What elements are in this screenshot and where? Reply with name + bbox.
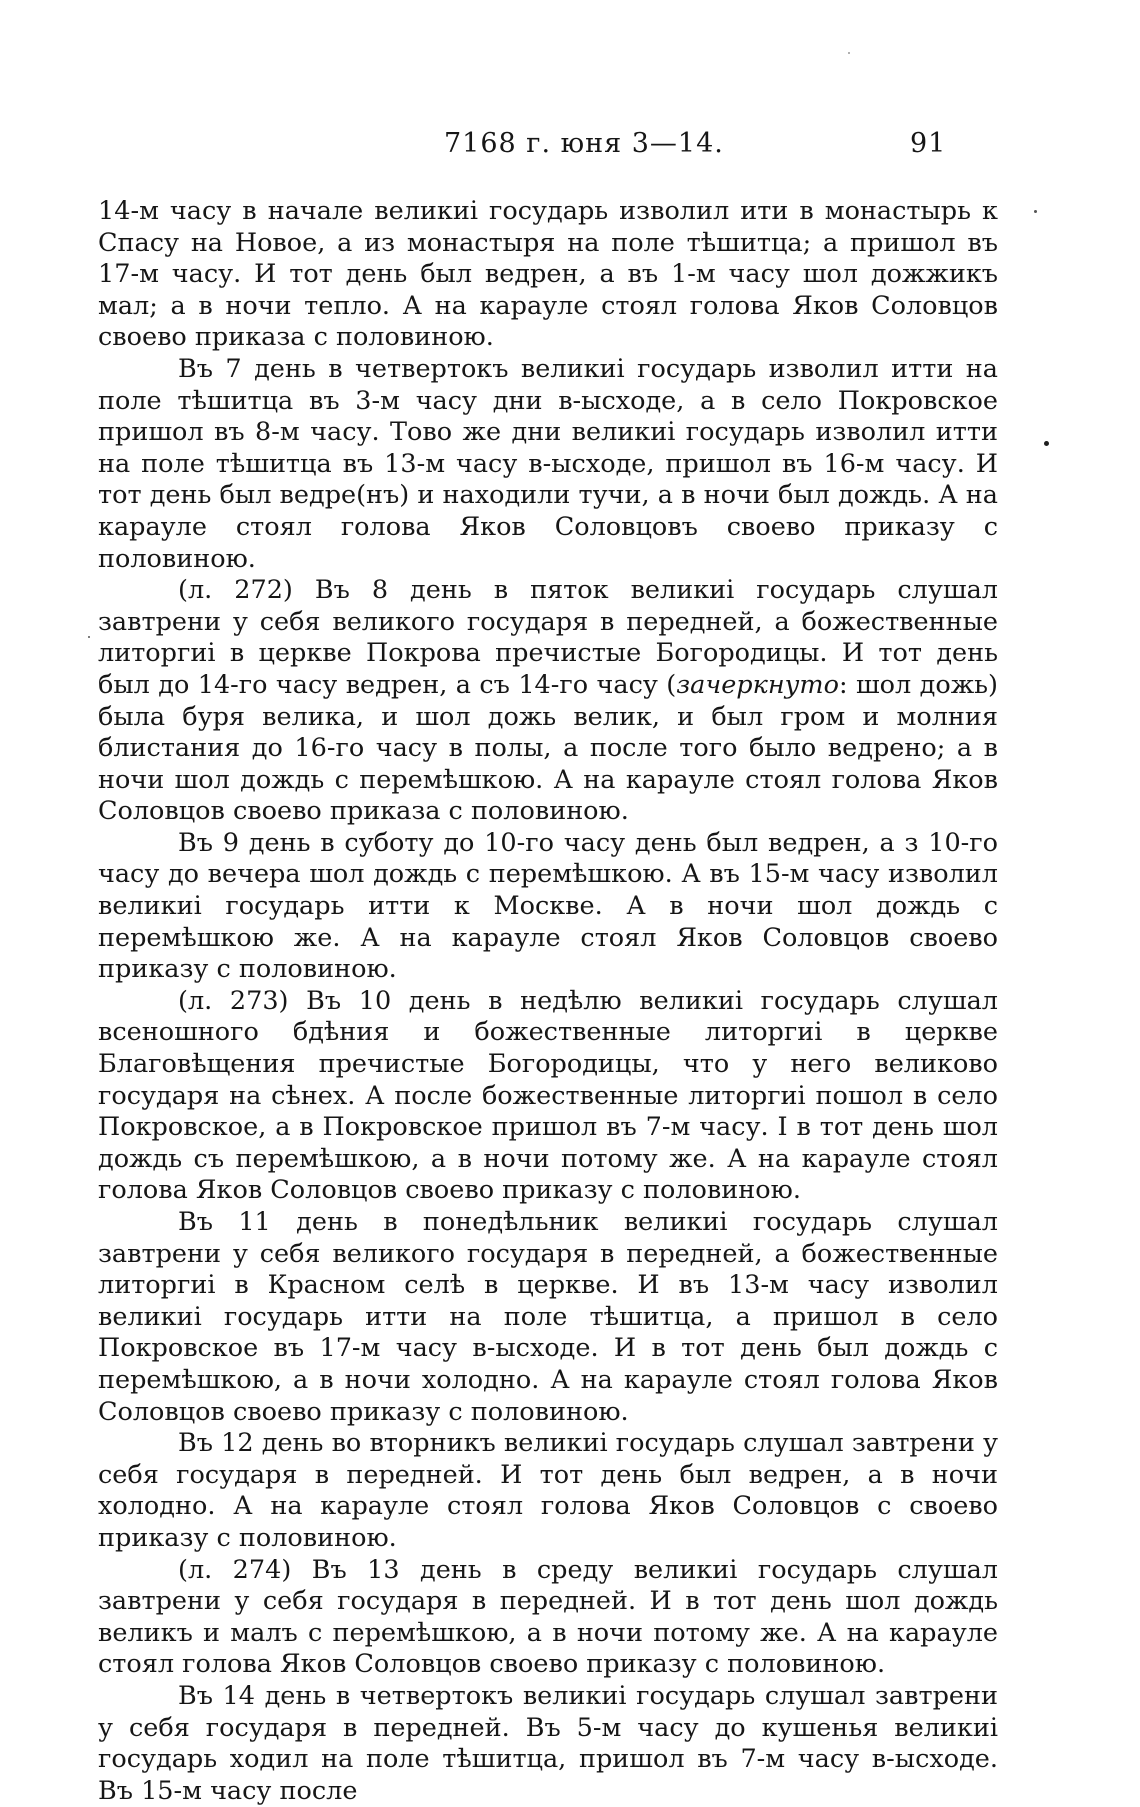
scan-speck	[1044, 441, 1049, 446]
paragraph-2: Въ 7 день в четвертокъ великиі государь изволил итти на поле тѣшитца въ 3-м часу дни в-ысходе, а в село Покровское пришол въ 8-м часу. Тово же дни великиі государь изволил итти на поле тѣшитца въ 13-м часу в-ысходе, пришол въ 16-м часу. И тот день был ведре(нъ) и находили тучи, а в ночи был дождь. А на карауле стоял голова Яков Соловцовъ своево приказу с половиною.	[98, 353, 998, 574]
paragraph-1: 14-м часу в начале великиі государь изволил ити в монастырь к Спасу на Новое, а из монастыря на поле тѣшитца; а пришол въ 17-м часу. И тот день был ведрен, а въ 1-м часу шол дожжикъ мал; а в ночи тепло. А на карауле стоял голова Яков Соловцов своево приказа с половиною.	[98, 196, 998, 353]
paragraph-3	[98, 575, 998, 828]
paragraph-6: Въ 11 день в понедѣльник великиі государь слушал завтрени у себя великого государя в передней, а божественные литоргиі в Красном селѣ в церкве. И въ 13-м часу изволил великиі государь итти на поле тѣшитца, а пришол в село Покровское въ 17-м часу в-ысходе. И в тот день был дождь с перемѣшкою, а в ночи холодно. А на карауле стоял голова Яков Соловцов своево приказу с половиною.	[98, 1207, 998, 1427]
paragraph-7: Въ 12 день во вторникъ великиі государь слушал завтрени у себя государя в передней. И тот день был ведрен, а в ночи холодно. А на карауле стоял голова Яков Соловцов с своево приказу с половиною.	[98, 1428, 998, 1553]
paragraph-3-text-after: : шол дожь) была буря велика, и шол дожь велик, и был гром и молния блистания до 16-го часу в полы, а после того было ведрено; а в ночи шол дождь с перемѣшкою. А на карауле стоял голова Яков Соловцов своево приказа с половиною.	[98, 669, 998, 827]
page-number: 91	[910, 128, 947, 159]
paragraph-9: Въ 14 день в четвертокъ великиі государь слушал завтрени у себя государя в передней. Въ 5-м часу до кушенья великиі государь ходил на поле тѣшитца, пришол въ 7-м часу в-ысходе. Въ 15-м часу после	[98, 1680, 998, 1806]
page-header	[0, 128, 1140, 168]
paragraph-3-editorial-note: зачеркнуто	[676, 669, 839, 700]
paragraph-4: Въ 9 день в суботу до 10-го часу день был ведрен, а з 10-го часу до вечера шол дождь с перемѣшкою. А въ 15-м часу изволил великиі государь итти к Москве. А в ночи шол дождь с перемѣшкою же. А на карауле стоял Яков Соловцов своево приказу с половиною.	[98, 827, 998, 985]
scan-speck	[88, 636, 90, 638]
scan-speck	[1034, 210, 1037, 213]
body-text	[98, 196, 998, 1807]
paragraph-8: (л. 274) Въ 13 день в среду великиі государь слушал завтрени у себя государя в передней. И в тот день шол дождь великъ и малъ с перемѣшкою, а в ночи потому же. А на карауле стоял голова Яков Соловцов своево приказу с половиною.	[98, 1554, 998, 1680]
paragraph-5: (л. 273) Въ 10 день в недѣлю великиі государь слушал всеношного бдѣния и божественные литоргиі в церкве Благовѣщения пречистые Богородицы, что у него великово государя на сѣнех. А после божественные литоргиі пошол в село Покровское, а в Покровское пришол въ 7-м часу. І в тот день шол дождь съ перемѣшкою, а в ночи потому же. А на карауле стоял голова Яков Соловцов своево приказу с половиною.	[98, 985, 998, 1206]
running-head: 7168 г. юня 3—14.	[444, 128, 724, 159]
paragraph-3-text-before: (л. 272) Въ 8 день в пяток великиі государь слушал завтрени у себя великого государя в передней, а божественные литоргиі в церкве Покрова пречистые Богородицы. И тот день был до 14-го часу ведрен, а съ 14-го часу (	[98, 575, 998, 700]
scan-speck	[848, 52, 850, 54]
